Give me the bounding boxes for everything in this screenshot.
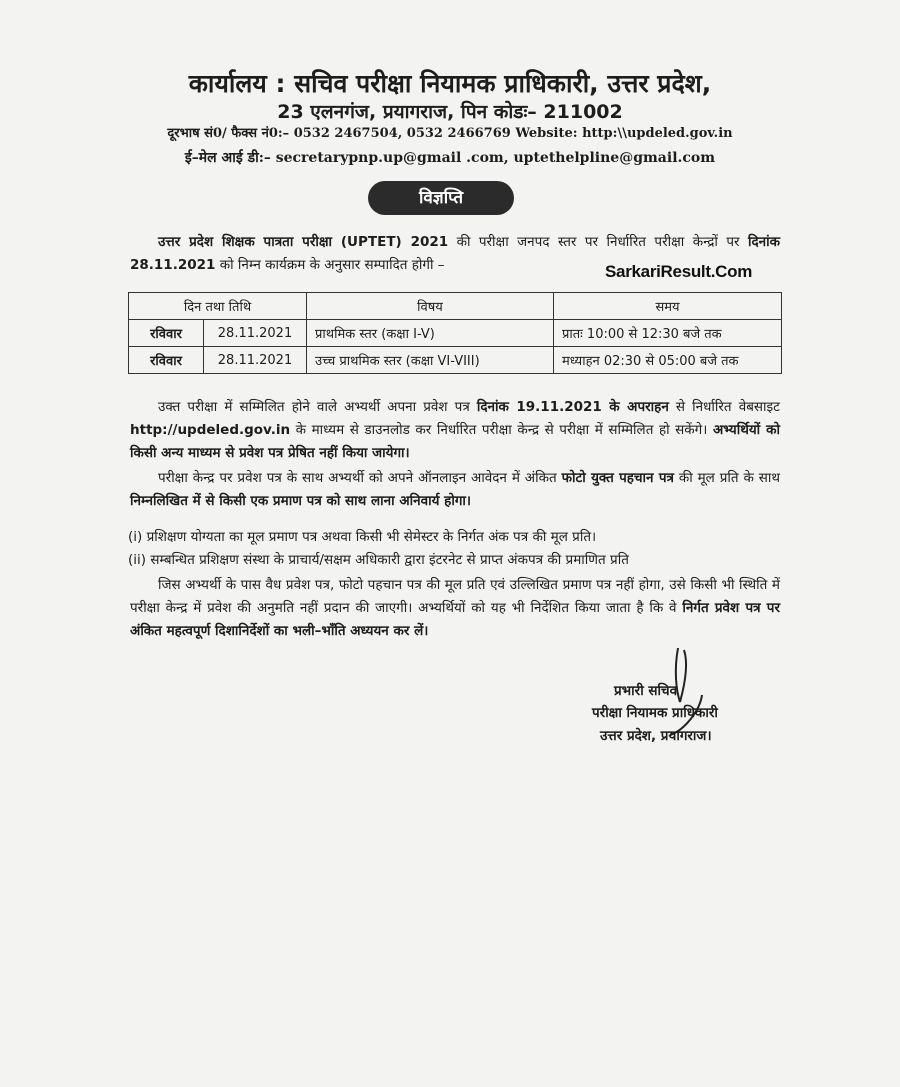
watermark-text: SarkariResult.Com <box>605 262 753 281</box>
office-emails: ई–मेल आई डी:– secretarypnp.up@gmail .com, uptethelpline@gmail.com <box>184 150 716 166</box>
exam-date: दिनांक 28.11.2021 <box>130 234 780 273</box>
office-phone-website: दूरभाष सं0/ फैक्स नं0:– 0532 2467504, 0532 2466769 Website: http:\\updeled.gov.in <box>167 126 733 141</box>
row-day: रविवार <box>129 320 204 347</box>
row-date: 28.11.2021 <box>204 347 307 374</box>
table-row <box>129 320 782 347</box>
instructions-paragraph: जिस अभ्यर्थी के पास वैध प्रवेश पत्र, फोटो पहचान पत्र की मूल प्रति एवं उल्लिखित प्रमाण पत्र नहीं होगा, उसे किसी भी स्थिति में परीक्षा केन्द्र में प्रवेश की अनुमति नहीं प्रदान की जाएगी। अभ्यर्थियों को यह भी निर्देशित किया जाता है कि वे निर्गत प्रवेश पत्र पर अंकित महत्वपूर्ण दिशानिर्देशों का भली–भाँति अध्ययन कर लें। <box>130 577 780 639</box>
list-item: (i) प्रशिक्षण योग्यता का मूल प्रमाण पत्र अथवा किसी भी सेमेस्टर के निर्गत अंक पत्र की मूल प्रति। <box>128 529 597 545</box>
row-day: रविवार <box>129 347 204 374</box>
notice-title-badge: विज्ञप्ति <box>368 181 514 215</box>
admit-card-paragraph: उक्त परीक्षा में सम्मिलित होने वाले अभ्यर्थी अपना प्रवेश पत्र दिनांक 19.11.2021 के अपराहन से निर्धारित वेबसाइट http://updeled.gov.in के माध्यम से डाउनलोड कर निर्धारित परीक्षा केन्द्र से परीक्षा में सम्मिलित हो सकेंगे। अभ्यर्थियों को किसी अन्य माध्यम से प्रवेश पत्र प्रेषित नहीं किया जायेगा। <box>130 399 780 461</box>
id-proof-paragraph: परीक्षा केन्द्र पर प्रवेश पत्र के साथ अभ्यर्थी को अपने ऑनलाइन आवेदन में अंकित फोटो युक्त पहचान पत्र की मूल प्रति के साथ निम्नलिखित में से किसी एक प्रमाण पत्र को साथ लाना अनिवार्य होगा। <box>130 470 780 509</box>
row-subject: प्राथमिक स्तर (कक्षा I-V) <box>307 320 554 347</box>
signatory-location: उत्तर प्रदेश, प्रयागराज। <box>600 728 712 744</box>
header-day-date: दिन तथा तिथि <box>129 293 307 320</box>
row-time: मध्याहन 02:30 से 05:00 बजे तक <box>554 347 782 374</box>
exam-name: उत्तर प्रदेश शिक्षक पात्रता परीक्षा (UPTET) 2021 <box>158 234 449 250</box>
signatory-title: प्रभारी सचिव <box>614 683 678 699</box>
signatory-office: परीक्षा नियामक प्राधिकारी <box>592 705 718 721</box>
table-row <box>129 347 782 374</box>
header-time: समय <box>554 293 782 320</box>
row-time: प्रातः 10:00 से 12:30 बजे तक <box>554 320 782 347</box>
office-title: कार्यालय : सचिव परीक्षा नियामक प्राधिकारी, उत्तर प्रदेश, <box>188 69 712 98</box>
header-subject: विषय <box>307 293 554 320</box>
table-header-row <box>129 293 782 320</box>
row-date: 28.11.2021 <box>204 320 307 347</box>
intro-paragraph: उत्तर प्रदेश शिक्षक पात्रता परीक्षा (UPTET) 2021 की परीक्षा जनपद स्तर पर निर्धारित परीक्षा केन्द्रों पर दिनांक 28.11.2021 को निम्न कार्यक्रम के अनुसार सम्पादित होगी – <box>130 234 780 273</box>
exam-schedule-table <box>128 292 782 374</box>
website-link[interactable]: http://updeled.gov.in <box>130 422 291 438</box>
office-address: 23 एलनगंज, प्रयागराज, पिन कोडः– 211002 <box>277 101 623 123</box>
list-item: (ii) सम्बन्धित प्रशिक्षण संस्था के प्राचार्य/सक्षम अधिकारी द्वारा इंटरनेट से प्राप्त अंकपत्र की प्रमाणित प्रति <box>128 552 629 568</box>
row-subject: उच्च प्राथमिक स्तर (कक्षा VI-VIII) <box>307 347 554 374</box>
admit-card-date: दिनांक 19.11.2021 के अपराहन <box>476 399 669 415</box>
